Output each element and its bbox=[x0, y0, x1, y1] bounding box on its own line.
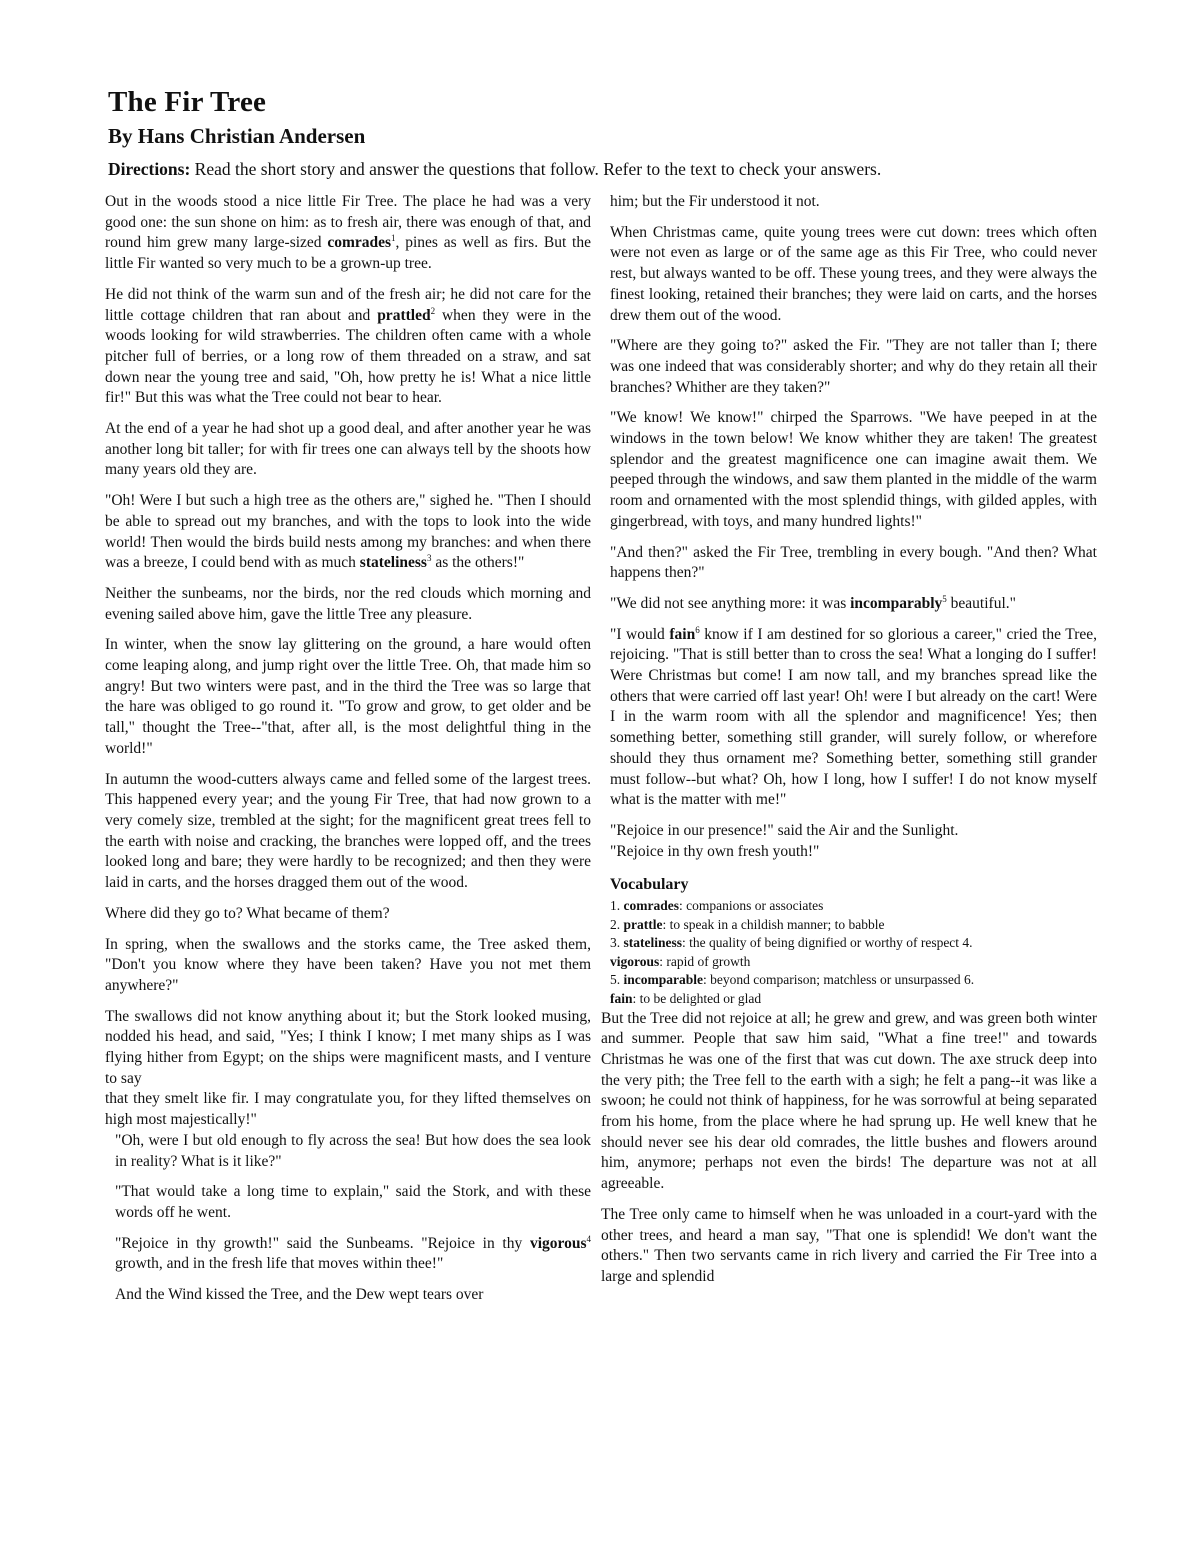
footnote-marker: 4 bbox=[586, 1233, 591, 1244]
right-column bbox=[601, 192, 1097, 1288]
vocabulary-item: 5. incomparable: beyond comparison; matchless or unsurpassed 6. bbox=[610, 972, 975, 988]
paragraph: that they smelt like fir. I may congratulate you, for they lifted themselves on high most majestically!" bbox=[105, 1090, 591, 1129]
directions-label: Directions: bbox=[108, 159, 191, 179]
paragraph: He did not think of the warm sun and of the fresh air; he did not care for the little cottage children that ran about and prattled$^2$ when they were in the woods looking for wild strawberries. The children often came with a whole pitcher full of berries, or a long row of them threaded on a straw, and sat down near the young tree and said, "Oh, how pretty he is! What a nice little fir!" But this was what the Tree could not bear to hear. bbox=[105, 285, 592, 407]
paragraph: him; but the Fir understood it not. bbox=[610, 193, 820, 210]
vocabulary-item: 2. prattle: to speak in a childish manner; to babble bbox=[610, 916, 885, 932]
paragraph: Where did they go to? What became of them? bbox=[105, 904, 390, 922]
footnote-marker: 1 bbox=[391, 233, 396, 244]
paragraph: "We did not see anything more: it was incomparably$^5$ beautiful." bbox=[610, 593, 1016, 612]
vocab-word-vigorous: vigorous bbox=[529, 1234, 587, 1252]
vocabulary-item: vigorous: rapid of growth bbox=[610, 953, 751, 969]
vocab-word-comrades: comrades bbox=[327, 234, 392, 252]
story-author: By Hans Christian Andersen bbox=[108, 124, 366, 148]
paragraph: And the Wind kissed the Tree, and the Dew wept tears over bbox=[115, 1286, 484, 1304]
vocab-word-fain: fain bbox=[669, 625, 696, 643]
paragraph: When Christmas came, quite young trees were cut down: trees which often were not even as large or of the same age as this Fir Tree, who could never rest, but always wanted to be off. These young trees, and they were always the finest looking, retained their branches; they were laid on carts, and the horses drew them out of the wood. bbox=[610, 223, 1097, 324]
paragraph: The Tree only came to himself when he was unloaded in a court-yard with the other trees, and heard a man say, "That one is splendid! We don't want the others." Then two servants came in rich livery and carried the Fir Tree into a large and splendid bbox=[601, 1205, 1097, 1285]
footnote-marker: 3 bbox=[426, 553, 432, 564]
vocab-word-incomparably: incomparably bbox=[850, 594, 943, 612]
vocabulary-item: 3. stateliness: the quality of being dignified or worthy of respect 4. bbox=[610, 935, 973, 951]
paragraph: In autumn the wood-cutters always came and felled some of the largest trees. This happened every year; and the young Fir Tree, that had now grown to a very comely size, trembled at the sight; for the magnificent great trees fell to the earth with noise and cracking, the branches were lopped off, and the trees looked long and bare; they were hardly to be recognized; and then they were laid in carts, and the horses dragged them out of the wood. bbox=[105, 770, 591, 892]
vocabulary-heading: Vocabulary bbox=[610, 876, 689, 894]
vocab-word-stateliness: stateliness bbox=[359, 554, 427, 572]
paragraph: In winter, when the snow lay glittering on the ground, a hare would often come leaping along, and jump right over the little Tree. Oh, that made him so angry! But two winters were past, and in the third the Tree was so large that the hare was obliged to go round it. "To grow and grow, to get older and be tall," thought the Tree--"that, after all, is the most delightful thing in the world!" bbox=[105, 636, 591, 757]
paragraph: "We know! We know!" chirped the Sparrows. "We have peeped in at the windows in the town below! We know whither they are taken! The greatest splendor and the greatest magnificence one can imagine await them. We peeped through the windows, and saw them planted in the middle of the warm room and ornamented with the most splendid things, with gilded apples, with gingerbread, with toys, and many hundred lights!" bbox=[610, 409, 1097, 530]
paragraph: The swallows did not know anything about it; but the Stork looked musing, nodded his head, and said, "Yes; I think I know; I met many ships as I was flying hither from Egypt; on the ships were magnificent masts, and I venture to say bbox=[105, 1007, 591, 1087]
paragraph: Neither the sunbeams, nor the birds, nor the red clouds which morning and evening sailed above him, gave the little Tree any pleasure. bbox=[105, 584, 591, 623]
paragraph: "And then?" asked the Fir Tree, trembling in every bough. "And then? What happens then?" bbox=[610, 543, 1097, 582]
footnote-marker: 2 bbox=[430, 305, 436, 316]
story-title: The Fir Tree bbox=[108, 86, 267, 118]
vocabulary-item: 1. comrades: companions or associates bbox=[610, 897, 824, 913]
paragraph: "That would take a long time to explain," said the Stork, and with these words off he went. bbox=[115, 1183, 591, 1221]
vocabulary-box bbox=[610, 876, 1097, 1008]
paragraph: Out in the woods stood a nice little Fir Tree. The place he had was a very good one: the sun shone on him: as to fresh air, there was enough of that, and round him grew many large-sized comrades$^1$, pines as well as firs. But the little Fir wanted so very much to be a grown-up tree. bbox=[105, 193, 591, 273]
vocab-word-prattled: prattled bbox=[377, 306, 431, 324]
paragraph: "Oh, were I but old enough to fly across the sea! But how does the sea look in reality? What is it like?" bbox=[115, 1131, 591, 1170]
paragraph: "Rejoice in thy growth!" said the Sunbeams. "Rejoice in thy vigorous$^4$ growth, and in the fresh life that moves within thee!" bbox=[115, 1233, 591, 1273]
left-column bbox=[105, 192, 591, 1306]
vocabulary-item: fain: to be delighted or glad bbox=[610, 990, 762, 1006]
paragraph: "I would fain$^6$ know if I am destined for so glorious a career," cried the Tree, rejoicing. "That is still better than to cross the sea! What a longing do I suffer! Were Christmas but come! I am now tall, and my branches spread like the others that were carried off last year! Oh! were I but already on the cart! Were I in the warm room with all the splendor and magnificence! Yes; then something better, something still grander, will surely follow, or wherefore should they thus ornament me? Something better, something still grander must follow--but what? Oh, how I long, how I suffer! I do not know myself what is the matter with me!" bbox=[610, 624, 1097, 809]
directions-text: Read the short story and answer the questions that follow. Refer to the text to check your answers. bbox=[190, 159, 882, 179]
footnote-marker: 5 bbox=[942, 593, 947, 604]
footnote-marker: 6 bbox=[695, 624, 700, 635]
directions bbox=[108, 159, 881, 180]
paragraph: At the end of a year he had shot up a good deal, and after another year he was another long bit taller; for with fir trees one can always tell by the shoots how many years old they are. bbox=[105, 420, 591, 479]
paragraph: "Rejoice in our presence!" said the Air and the Sunlight. bbox=[610, 821, 959, 839]
paragraph: In spring, when the swallows and the storks came, the Tree asked them, "Don't you know where they have been taken? Have you not met them anywhere?" bbox=[105, 935, 591, 994]
paragraph: But the Tree did not rejoice at all; he grew and grew, and was green both winter and summer. People that saw him said, "What a fine tree!" and towards Christmas he was one of the first that was cut down. The axe struck deep into the very pith; the Tree fell to the earth with a sigh; he felt a pang--it was like a swoon; he could not think of happiness, for he was sorrowful at being separated from his home, from the place where he had sprung up. He well knew that he should never see his dear old comrades, the little bushes and flowers around him, anymore; perhaps not even the birds! The departure was not at all agreeable. bbox=[601, 1009, 1097, 1193]
paragraph: "Rejoice in thy own fresh youth!" bbox=[610, 842, 820, 860]
paragraph: "Where are they going to?" asked the Fir. "They are not taller than I; there was one indeed that was considerably shorter; and why do they retain all their branches? Whither are they taken?" bbox=[610, 337, 1097, 396]
paragraph: "Oh! Were I but such a high tree as the others are," sighed he. "Then I should be able to spread out my branches, and with the tops to look into the wide world! Then would the birds build nests among my branches: and when there was a breeze, I could bend with as much stateliness$^3$ as the others!" bbox=[105, 492, 591, 572]
